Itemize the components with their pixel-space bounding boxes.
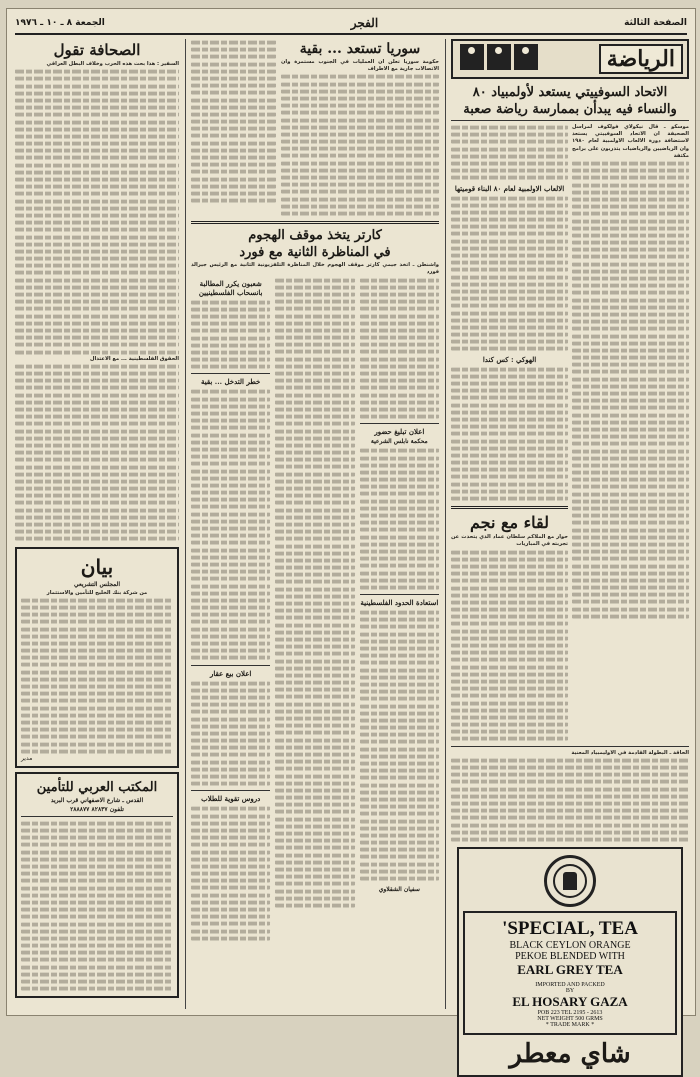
- tea-ad-line: IMPORTED AND PACKED: [535, 982, 605, 989]
- page-label: الصفحة الثالثة: [624, 18, 687, 28]
- sports-section: [451, 39, 689, 1070]
- tea-ad-line: * TRADE MARK *: [545, 1022, 595, 1029]
- sports-headline-1: الاتحاد السوفييتي يستعد لأولمبياد ٨٠: [472, 85, 668, 100]
- page-header: [15, 13, 687, 35]
- carter-lead: واشنطن ـ اتخذ جيمي كارتر موقف الهجوم خلال المناظرة التلفزيونية الثانية مع الرئيس جيرالد فورد: [191, 262, 439, 276]
- sports-lead: موسكو ـ قال نيكولاي فولكوف لمراسل الصحيفة ان الاتحاد السوفييتي يستعد لاستضافة دورة الالعاب الاولمبية لعام ١٩٨٠ وان الرياضيين والرياضيات يتدربون على برامج مكثفة: [572, 124, 689, 159]
- newspaper-page: [6, 8, 696, 1070]
- announcement-subtitle: المجلس التشريعي: [73, 580, 121, 588]
- tea-advertisement: [457, 847, 683, 1077]
- press-lead: السفير : هذا بحث هذه الحرب وخلاف البطل العراقي: [46, 61, 179, 67]
- date-line: الجمعة ٨ ـ ١٠ ـ ١٩٧٦: [15, 18, 105, 28]
- tea-ad-line: 'SPECIAL, TEA: [502, 918, 638, 940]
- tea-ad-line: PEKOE BLENDED WITH: [515, 951, 625, 963]
- tea-ad-line: EARL GREY TEA: [517, 962, 623, 978]
- announcement-box: [15, 547, 179, 768]
- sports-inner-heading: الالعاب الاولمبية لعام ٨٠ البناء قوميتها: [454, 183, 565, 193]
- athlete-icon: [514, 44, 538, 70]
- tea-ad-line: POB 223 TEL 2195 - 2613: [537, 1010, 603, 1017]
- middle-signature: سفيان الشقلاوي: [378, 886, 420, 894]
- interview-heading: لقاء مع نجم: [469, 513, 550, 533]
- court-notice-heading: اعلان تبليغ حضور: [374, 427, 425, 437]
- sports-headline-2: والنساء فيه يبدأن بممارسة رياضة صعبة: [463, 102, 677, 117]
- insurance-ad: [15, 772, 179, 999]
- tea-ad-panel: [463, 911, 677, 1035]
- insurance-title: المكتب العربي للتأمين: [36, 779, 158, 795]
- sports-banner: [451, 39, 689, 79]
- insurance-phone: تلفون ٨٢٨٣٧ ٢٨٨٨٧٧: [70, 805, 124, 813]
- carter-headline-1: كارتر يتخذ موقف الهجوم: [248, 228, 382, 244]
- press-title: الصحافة تقول: [53, 41, 141, 59]
- tea-ad-line: BY: [565, 988, 575, 995]
- unions-heading: شعبون يكرر المطالبة بانسحاب الفلسطينيين: [198, 278, 263, 297]
- athlete-icons: [457, 44, 538, 74]
- brand-seal-icon: [544, 855, 596, 907]
- tea-ad-line: NET WEIGHT 500 GRMS: [537, 1016, 603, 1023]
- tea-ad-line: BLACK CEYLON ORANGE: [509, 940, 631, 952]
- left-section: [15, 39, 179, 1011]
- column-rule: [445, 39, 446, 1009]
- column-rule: [185, 39, 186, 1009]
- athlete-icon: [460, 44, 484, 70]
- rights-title: الحقوق الفلسطينية ... مع الاعتدال: [90, 355, 179, 362]
- tea-ad-line: EL HOSARY GAZA: [512, 994, 628, 1010]
- notice-heading: اعلان بيع عقار: [210, 668, 252, 678]
- syria-lead: حكومة سوريا تعلن ان العمليات في الجنوب مستمرة وان الاتصالات جارية مع الاطراف: [281, 59, 439, 73]
- announcement-title: بيان: [80, 554, 114, 579]
- tea-brand-arabic: شاي معطر: [509, 1039, 631, 1070]
- syria-headline: سوريا تستعد ... بقية: [299, 41, 421, 57]
- hunger-heading: خطر التدخل ... بقية: [200, 377, 261, 387]
- insurance-address: القدس ـ شارع الاصفهاني قرب البريد: [50, 796, 144, 804]
- newspaper-name: الفجر: [350, 16, 379, 30]
- middle-section: [191, 39, 439, 1011]
- athlete-icon: [487, 44, 511, 70]
- sports-sub-headline: الحاقة ـ البطولة القادمة في الاوليمبياد المعنية: [571, 749, 689, 756]
- court-name: محكمة نابلس الشرعية: [370, 438, 428, 446]
- carter-headline-2: في المناظرة الثانية مع فورد: [239, 245, 391, 261]
- peace-heading: استعادة الحدود الفلسطينية: [360, 598, 439, 608]
- registry-heading: دروس تقوية للطلاب: [201, 794, 261, 804]
- sports-side-heading: الهوكي : كس كندا: [482, 354, 537, 364]
- sports-title: الرياضة: [599, 44, 683, 74]
- announcement-signature: مدير: [21, 754, 33, 762]
- interview-lead: حوار مع الملاكم سلطان عماد الذي يتحدث عن تجربته في المباريات: [451, 534, 568, 548]
- announcement-lead: من شركة بنك الخليج للتأمين والاستثمار: [46, 589, 148, 596]
